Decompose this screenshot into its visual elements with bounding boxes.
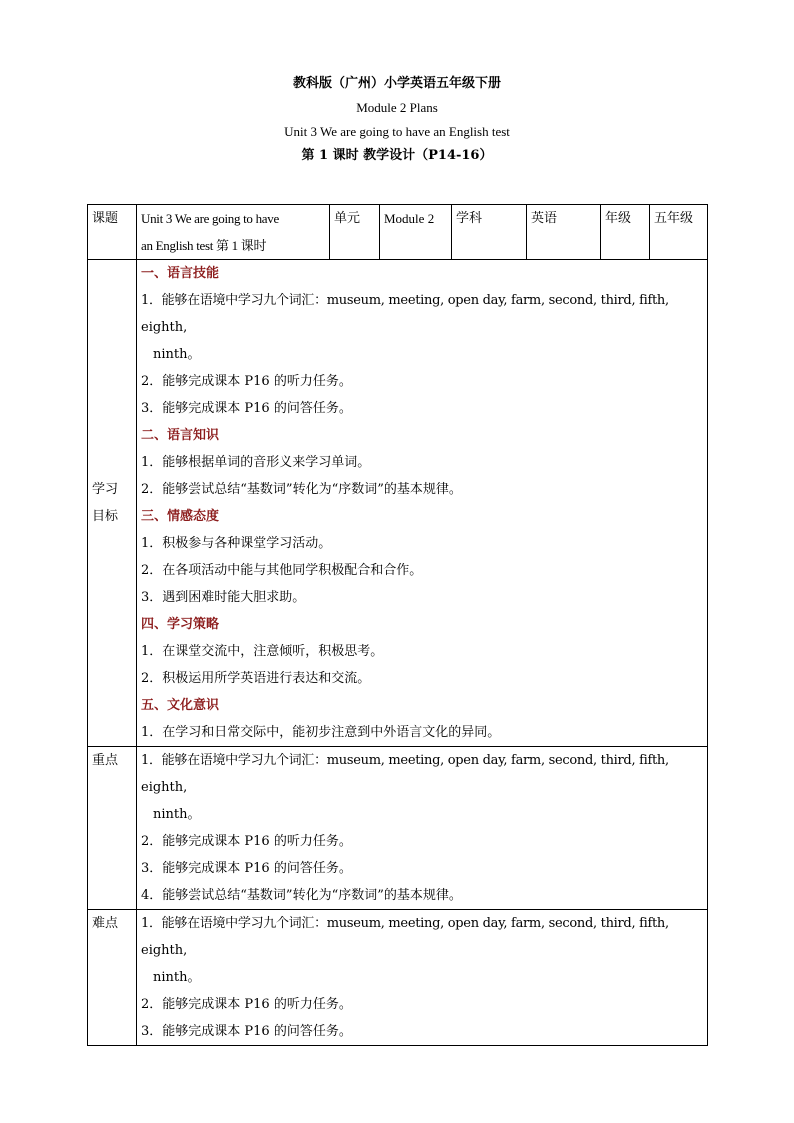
objectives-label-1: 学习 — [92, 482, 119, 497]
lesson-title: 第 1 课时 教学设计（P14-16） — [301, 148, 493, 163]
list-item: 3．遇到困难时能大胆求助。 — [141, 590, 306, 605]
list-item: 1．能够在语境中学习九个词汇：museum, meeting, open day, farm, second, third, fifth, — [141, 293, 669, 308]
list-item: ninth。 — [153, 347, 201, 362]
list-item: 1．能够在语境中学习九个词汇：museum, meeting, open day, farm, second, third, fifth, — [141, 916, 669, 931]
list-item: 1．能够在语境中学习九个词汇：museum, meeting, open day, farm, second, third, fifth, — [141, 753, 669, 768]
list-item: ninth。 — [153, 807, 201, 822]
subject-value: 英语 — [527, 205, 601, 260]
objectives-row — [88, 260, 708, 747]
topic-label: 课题 — [88, 205, 137, 260]
module-title: Module 2 Plans — [356, 100, 438, 115]
info-row — [88, 205, 708, 260]
objectives-label — [88, 260, 137, 747]
section-title: 五、文化意识 — [141, 698, 220, 713]
section-title: 三、情感态度 — [141, 509, 220, 524]
unit-value: Module 2 — [380, 205, 452, 260]
objectives-label-2: 目标 — [92, 509, 119, 524]
list-item: 3．能够完成课本 P16 的问答任务。 — [141, 1024, 352, 1039]
difficulties-label: 难点 — [88, 910, 137, 1046]
list-item: 2．能够完成课本 P16 的听力任务。 — [141, 834, 352, 849]
list-item: ninth。 — [153, 970, 201, 985]
list-item: eighth, — [141, 780, 188, 795]
document-header — [0, 72, 794, 168]
subject-label: 学科 — [452, 205, 527, 260]
topic-value-line2: an English test 第 1 课时 — [141, 238, 267, 253]
list-item: 1．能够根据单词的音形义来学习单词。 — [141, 455, 371, 470]
list-item: 3．能够完成课本 P16 的问答任务。 — [141, 861, 352, 876]
section-title: 四、学习策略 — [141, 617, 220, 632]
topic-value-line1: Unit 3 We are going to have — [141, 211, 279, 226]
list-item: 1．积极参与各种课堂学习活动。 — [141, 536, 332, 551]
section-title: 二、语言知识 — [141, 428, 220, 443]
list-item: 2．能够尝试总结“基数词”转化为“序数词”的基本规律。 — [141, 482, 462, 497]
list-item: 2．在各项活动中能与其他同学积极配合和合作。 — [141, 563, 423, 578]
list-item: eighth, — [141, 320, 188, 335]
grade-value: 五年级 — [650, 205, 708, 260]
list-item: 3．能够完成课本 P16 的问答任务。 — [141, 401, 352, 416]
key-points-content — [137, 747, 708, 910]
unit-label: 单元 — [330, 205, 380, 260]
lesson-plan-table — [87, 204, 708, 1046]
list-item: 1．在学习和日常交际中，能初步注意到中外语言文化的异同。 — [141, 725, 501, 740]
list-item: 2．能够完成课本 P16 的听力任务。 — [141, 374, 352, 389]
objectives-content — [137, 260, 708, 747]
topic-value — [137, 205, 330, 260]
difficulties-content — [137, 910, 708, 1046]
doc-title: 教科版（广州）小学英语五年级下册 — [292, 76, 501, 91]
key-points-label: 重点 — [88, 747, 137, 910]
difficulties-row — [88, 910, 708, 1046]
section-title: 一、语言技能 — [141, 266, 220, 281]
list-item: 1．在课堂交流中，注意倾听，积极思考。 — [141, 644, 384, 659]
key-points-row — [88, 747, 708, 910]
list-item: 2．积极运用所学英语进行表达和交流。 — [141, 671, 371, 686]
list-item: eighth, — [141, 943, 188, 958]
list-item: 2．能够完成课本 P16 的听力任务。 — [141, 997, 352, 1012]
unit-title: Unit 3 We are going to have an English test — [284, 124, 510, 139]
grade-label: 年级 — [601, 205, 650, 260]
list-item: 4．能够尝试总结“基数词”转化为“序数词”的基本规律。 — [141, 888, 462, 903]
